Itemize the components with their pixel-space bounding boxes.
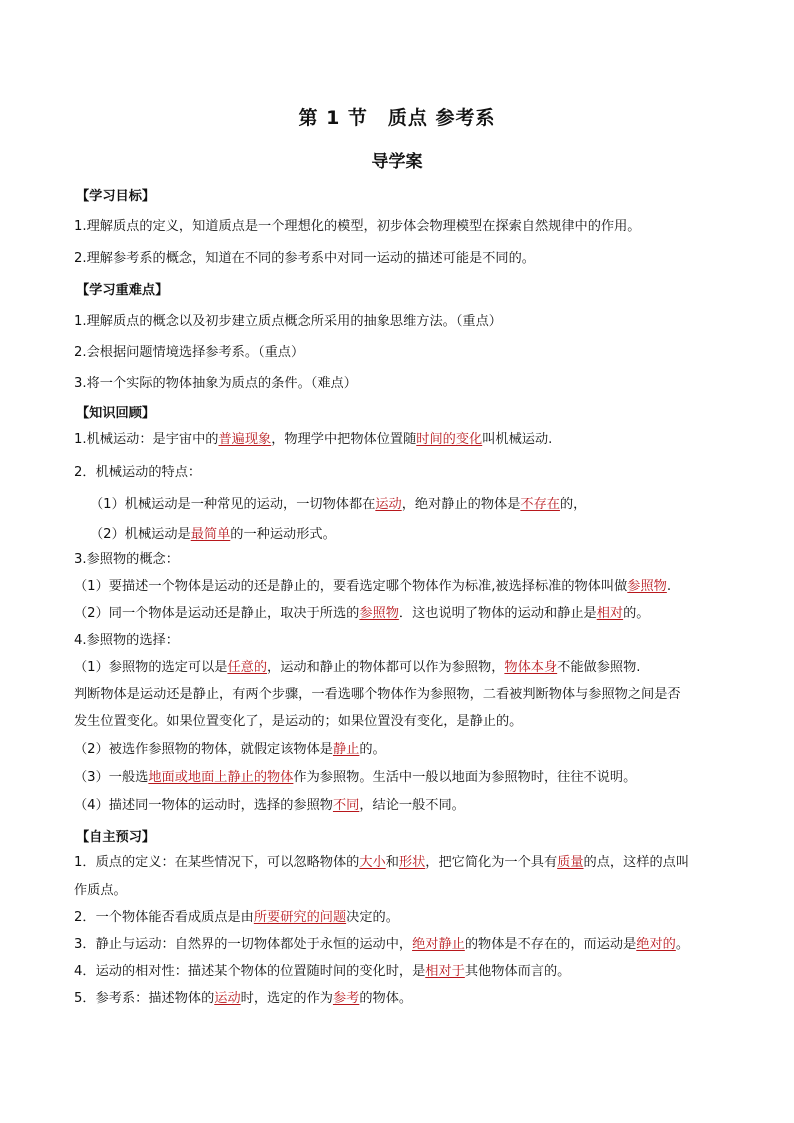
- line-text: 其他物体而言的。: [464, 964, 571, 979]
- text-line: [74, 250, 535, 268]
- line-text: 4．运动的相对性：描述某个物体的位置随时间的变化时，是: [74, 964, 426, 979]
- line-text: ，物理学中把物体位置随: [271, 432, 417, 447]
- line-text: 1.理解质点的概念以及初步建立质点概念所采用的抽象思维方法。（重点）: [74, 314, 502, 329]
- answer-text: 参考: [332, 991, 360, 1006]
- line-text: 2.会根据问题情境选择参考系。（重点）: [74, 345, 305, 360]
- line-text: 的。: [623, 606, 650, 621]
- line-text: 2．一个物体能否看成质点是由: [74, 910, 254, 925]
- text-line: [74, 375, 357, 393]
- page-title: 第 1 节 质点 参考系: [298, 107, 496, 129]
- line-text: 作质点。: [74, 883, 127, 898]
- line-text: 的一种运动形式。: [230, 527, 336, 542]
- answer-text: 不同: [332, 798, 360, 813]
- answer-text: 地面或地面上静止的物体: [148, 770, 294, 785]
- line-text: 2.理解参考系的概念，知道在不同的参考系中对同一运动的描述可能是不同的。: [74, 251, 535, 266]
- answer-text: 任意的: [227, 660, 268, 675]
- line-text: ，结论一般不同。: [359, 798, 465, 813]
- line-text: （4）描述同一物体的运动时，选择的参照物: [74, 798, 333, 813]
- line-text: 的，: [559, 497, 587, 512]
- answer-text: 物体本身: [504, 660, 558, 675]
- text-line: [74, 882, 127, 900]
- line-text: 判断物体是运动还是静止，有两个步骤，一看选哪个物体作为参照物，二看被判断物体与参照物之间是否: [74, 687, 681, 702]
- answer-text: 时间的变化: [416, 432, 483, 447]
- answer-text: 相对于: [425, 964, 465, 979]
- text-line: [74, 659, 640, 677]
- line-text: 4.参照物的选择：: [74, 633, 179, 648]
- line-text: 的。: [359, 742, 386, 757]
- line-text: 时，选定的作为: [240, 991, 333, 1006]
- answer-text: 运动: [375, 497, 402, 512]
- line-text: 5．参考系：描述物体的: [74, 991, 215, 1006]
- line-text: （3）一般选: [74, 770, 149, 785]
- line-text: 【学习目标】: [76, 189, 156, 204]
- text-line: [74, 797, 465, 815]
- text-line: [74, 632, 179, 650]
- section-heading: [76, 282, 168, 300]
- line-text: 【学习重难点】: [76, 283, 169, 298]
- text-line: [74, 313, 502, 331]
- answer-text: 绝对的: [636, 937, 676, 952]
- text-line: [74, 936, 689, 954]
- line-text: （2）被选作参照物的物体，就假定该物体是: [74, 742, 333, 757]
- line-text: 的物体是不存在的，而运动是: [464, 937, 637, 952]
- line-text: 和: [385, 855, 399, 870]
- line-text: 发生位置变化。如果位置变化了，是运动的；如果位置没有变化，是静止的。: [74, 714, 523, 729]
- line-text: 1.理解质点的定义，知道质点是一个理想化的模型，初步体会物理模型在探索自然规律中的作用。: [74, 219, 641, 234]
- answer-text: 静止: [332, 742, 360, 757]
- line-text: 叫机械运动.: [482, 432, 553, 447]
- answer-text: 形状: [398, 855, 426, 870]
- line-text: 不能做参照物.: [557, 660, 641, 675]
- section-heading: [76, 829, 155, 847]
- line-text: .: [666, 579, 672, 594]
- text-line: [74, 344, 304, 362]
- page-subtitle: 导学案: [371, 152, 423, 172]
- text-line: [90, 496, 586, 514]
- line-text: （1）要描述一个物体是运动的还是静止的，要看选定哪个物体作为标准,被选择标准的物体叫做: [74, 579, 628, 594]
- line-text: 作为参照物。生活中一般以地面为参照物时，往往不说明。: [293, 770, 637, 785]
- line-text: 【知识回顾】: [76, 406, 156, 421]
- text-line: [74, 605, 649, 623]
- line-text: 3.参照物的概念：: [74, 552, 179, 567]
- answer-text: 运动: [214, 991, 241, 1006]
- line-text: ．这也说明了物体的运动和静止是: [398, 606, 597, 621]
- text-line: [74, 963, 570, 981]
- answer-text: 相对: [596, 606, 624, 621]
- text-line: [74, 431, 552, 449]
- text-line: [74, 990, 412, 1008]
- answer-text: 所要研究的问题: [253, 910, 347, 925]
- text-line: [74, 218, 640, 236]
- text-line: [74, 713, 522, 731]
- line-text: 。: [675, 937, 690, 952]
- text-line: [74, 686, 681, 704]
- text-line: [74, 909, 399, 927]
- answer-text: 普遍现象: [218, 432, 272, 447]
- line-text: （2）机械运动是: [90, 527, 191, 542]
- line-text: 的物体。: [359, 991, 413, 1006]
- line-text: ，把它简化为一个具有: [425, 855, 558, 870]
- line-text: 决定的。: [346, 910, 399, 925]
- line-text: 1．质点的定义：在某些情况下，可以忽略物体的: [74, 855, 360, 870]
- answer-text: 最简单: [190, 527, 231, 542]
- answer-text: 参照物: [359, 606, 399, 621]
- line-text: 【自主预习】: [76, 830, 156, 845]
- section-heading: [76, 188, 155, 206]
- line-text: ，运动和静止的物体都可以作为参照物，: [267, 660, 505, 675]
- line-text: 2．机械运动的特点：: [74, 465, 202, 480]
- text-line: [74, 741, 386, 759]
- text-line: [74, 551, 179, 569]
- line-text: 3．静止与运动：自然界的一切物体都处于永恒的运动中，: [74, 937, 413, 952]
- text-line: [74, 769, 636, 787]
- line-text: 3.将一个实际的物体抽象为质点的条件。（难点）: [74, 376, 357, 391]
- text-line: [74, 464, 201, 482]
- line-text: （1）参照物的选定可以是: [74, 660, 228, 675]
- line-text: ，绝对静止的物体是: [401, 497, 521, 512]
- line-text: 的点，这样的点叫: [583, 855, 690, 870]
- line-text: 1.机械运动：是宇宙中的: [74, 432, 219, 447]
- answer-text: 质量: [557, 855, 584, 870]
- section-heading: [76, 405, 155, 423]
- answer-text: 大小: [359, 855, 386, 870]
- answer-text: 不存在: [520, 497, 560, 512]
- text-line: [74, 854, 689, 872]
- answer-text: 绝对静止: [412, 937, 465, 952]
- line-text: （1）机械运动是一种常见的运动，一切物体都在: [90, 497, 376, 512]
- text-line: [74, 578, 671, 596]
- text-line: [90, 526, 336, 544]
- line-text: （2）同一个物体是运动还是静止，取决于所选的: [74, 606, 360, 621]
- answer-text: 参照物: [627, 579, 667, 594]
